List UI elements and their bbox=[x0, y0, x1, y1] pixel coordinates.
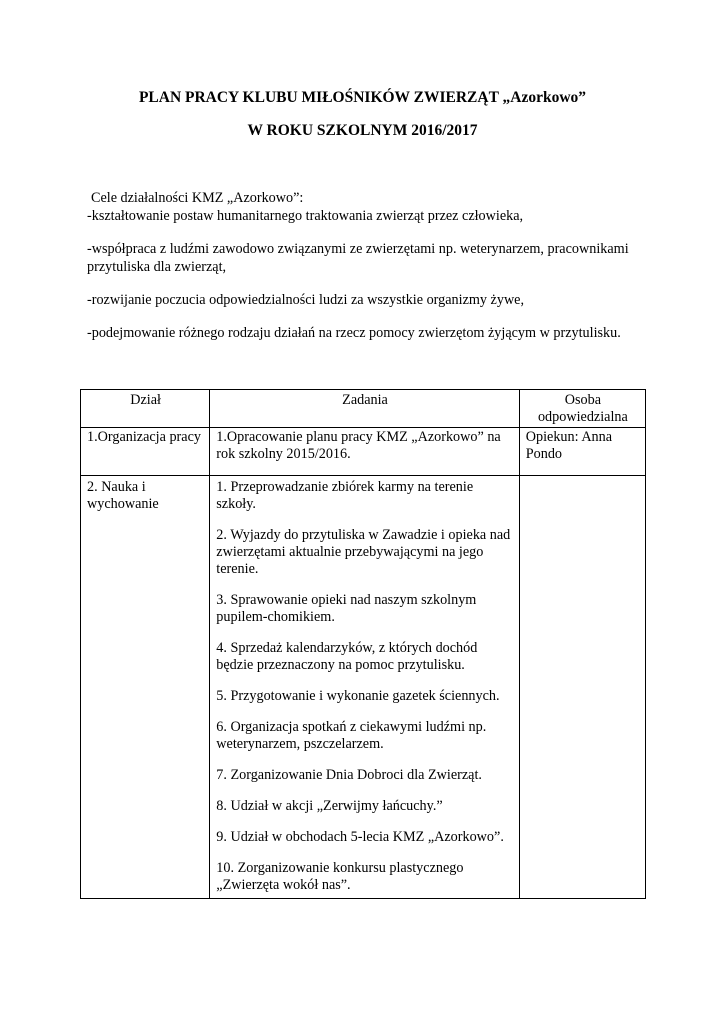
task-item: 4. Sprzedaż kalendarzyków, z których dochód będzie przeznaczony na pomoc przytulisku. bbox=[216, 640, 478, 673]
header-section: Dział bbox=[81, 390, 210, 428]
plan-table bbox=[80, 389, 646, 899]
header-tasks: Zadania bbox=[210, 390, 519, 428]
goal-item: -kształtowanie postaw humanitarnego traktowania zwierząt przez człowieka, bbox=[87, 208, 524, 224]
task-item: 7. Zorganizowanie Dnia Dobroci dla Zwierząt. bbox=[216, 767, 482, 783]
goal-item: -współpraca z ludźmi zawodowo związanymi ze zwierzętami np. weterynarzem, pracownikami przytuliska dla zwierząt, bbox=[87, 241, 629, 275]
task-item: 5. Przygotowanie i wykonanie gazetek ściennych. bbox=[216, 688, 500, 704]
task-item: 8. Udział w akcji „Zerwijmy łańcuchy.” bbox=[216, 798, 443, 814]
document-subtitle: W ROKU SZKOLNYM 2016/2017 bbox=[247, 122, 478, 139]
task-item: 2. Wyjazdy do przytuliska w Zawadzie i opieka nad zwierzętami aktualnie przebywającymi na jego terenie. bbox=[216, 527, 511, 577]
task-item: 3. Sprawowanie opieki nad naszym szkolnym pupilem-chomikiem. bbox=[216, 592, 477, 625]
header-responsible: Osoba odpowiedzialna bbox=[519, 390, 645, 428]
goals-intro: Cele działalności KMZ „Azorkowo”: bbox=[91, 190, 304, 206]
task-item: 6. Organizacja spotkań z ciekawymi ludźmi np. weterynarzem, pszczelarzem. bbox=[216, 719, 487, 752]
task-item: 10. Zorganizowanie konkursu plastycznego „Zwierzęta wokół nas”. bbox=[216, 860, 464, 893]
table-row bbox=[81, 428, 646, 476]
task-item: 1. Przeprowadzanie zbiórek karmy na terenie szkoły. bbox=[216, 479, 474, 512]
task-item: 1.Opracowanie planu pracy KMZ „Azorkowo” na rok szkolny 2015/2016. bbox=[216, 429, 501, 462]
section-cell: 1.Organizacja pracy bbox=[81, 428, 210, 476]
document-title: PLAN PRACY KLUBU MIŁOŚNIKÓW ZWIERZĄT „Azorkowo” bbox=[138, 89, 587, 106]
table-row bbox=[81, 476, 646, 899]
responsible-cell: Opiekun: Anna Pondo bbox=[519, 428, 645, 476]
tasks-cell bbox=[210, 428, 519, 476]
tasks-cell bbox=[210, 476, 519, 899]
section-cell: 2. Nauka i wychowanie bbox=[81, 476, 210, 899]
responsible-cell bbox=[519, 476, 645, 899]
table-header-row bbox=[81, 390, 646, 428]
task-item: 9. Udział w obchodach 5-lecia KMZ „Azorkowo”. bbox=[216, 829, 504, 845]
goal-item: -podejmowanie różnego rodzaju działań na rzecz pomocy zwierzętom żyjącym w przytulisku. bbox=[87, 325, 621, 341]
goal-item: -rozwijanie poczucia odpowiedzialności ludzi za wszystkie organizmy żywe, bbox=[87, 292, 525, 308]
goals-section bbox=[87, 189, 667, 342]
